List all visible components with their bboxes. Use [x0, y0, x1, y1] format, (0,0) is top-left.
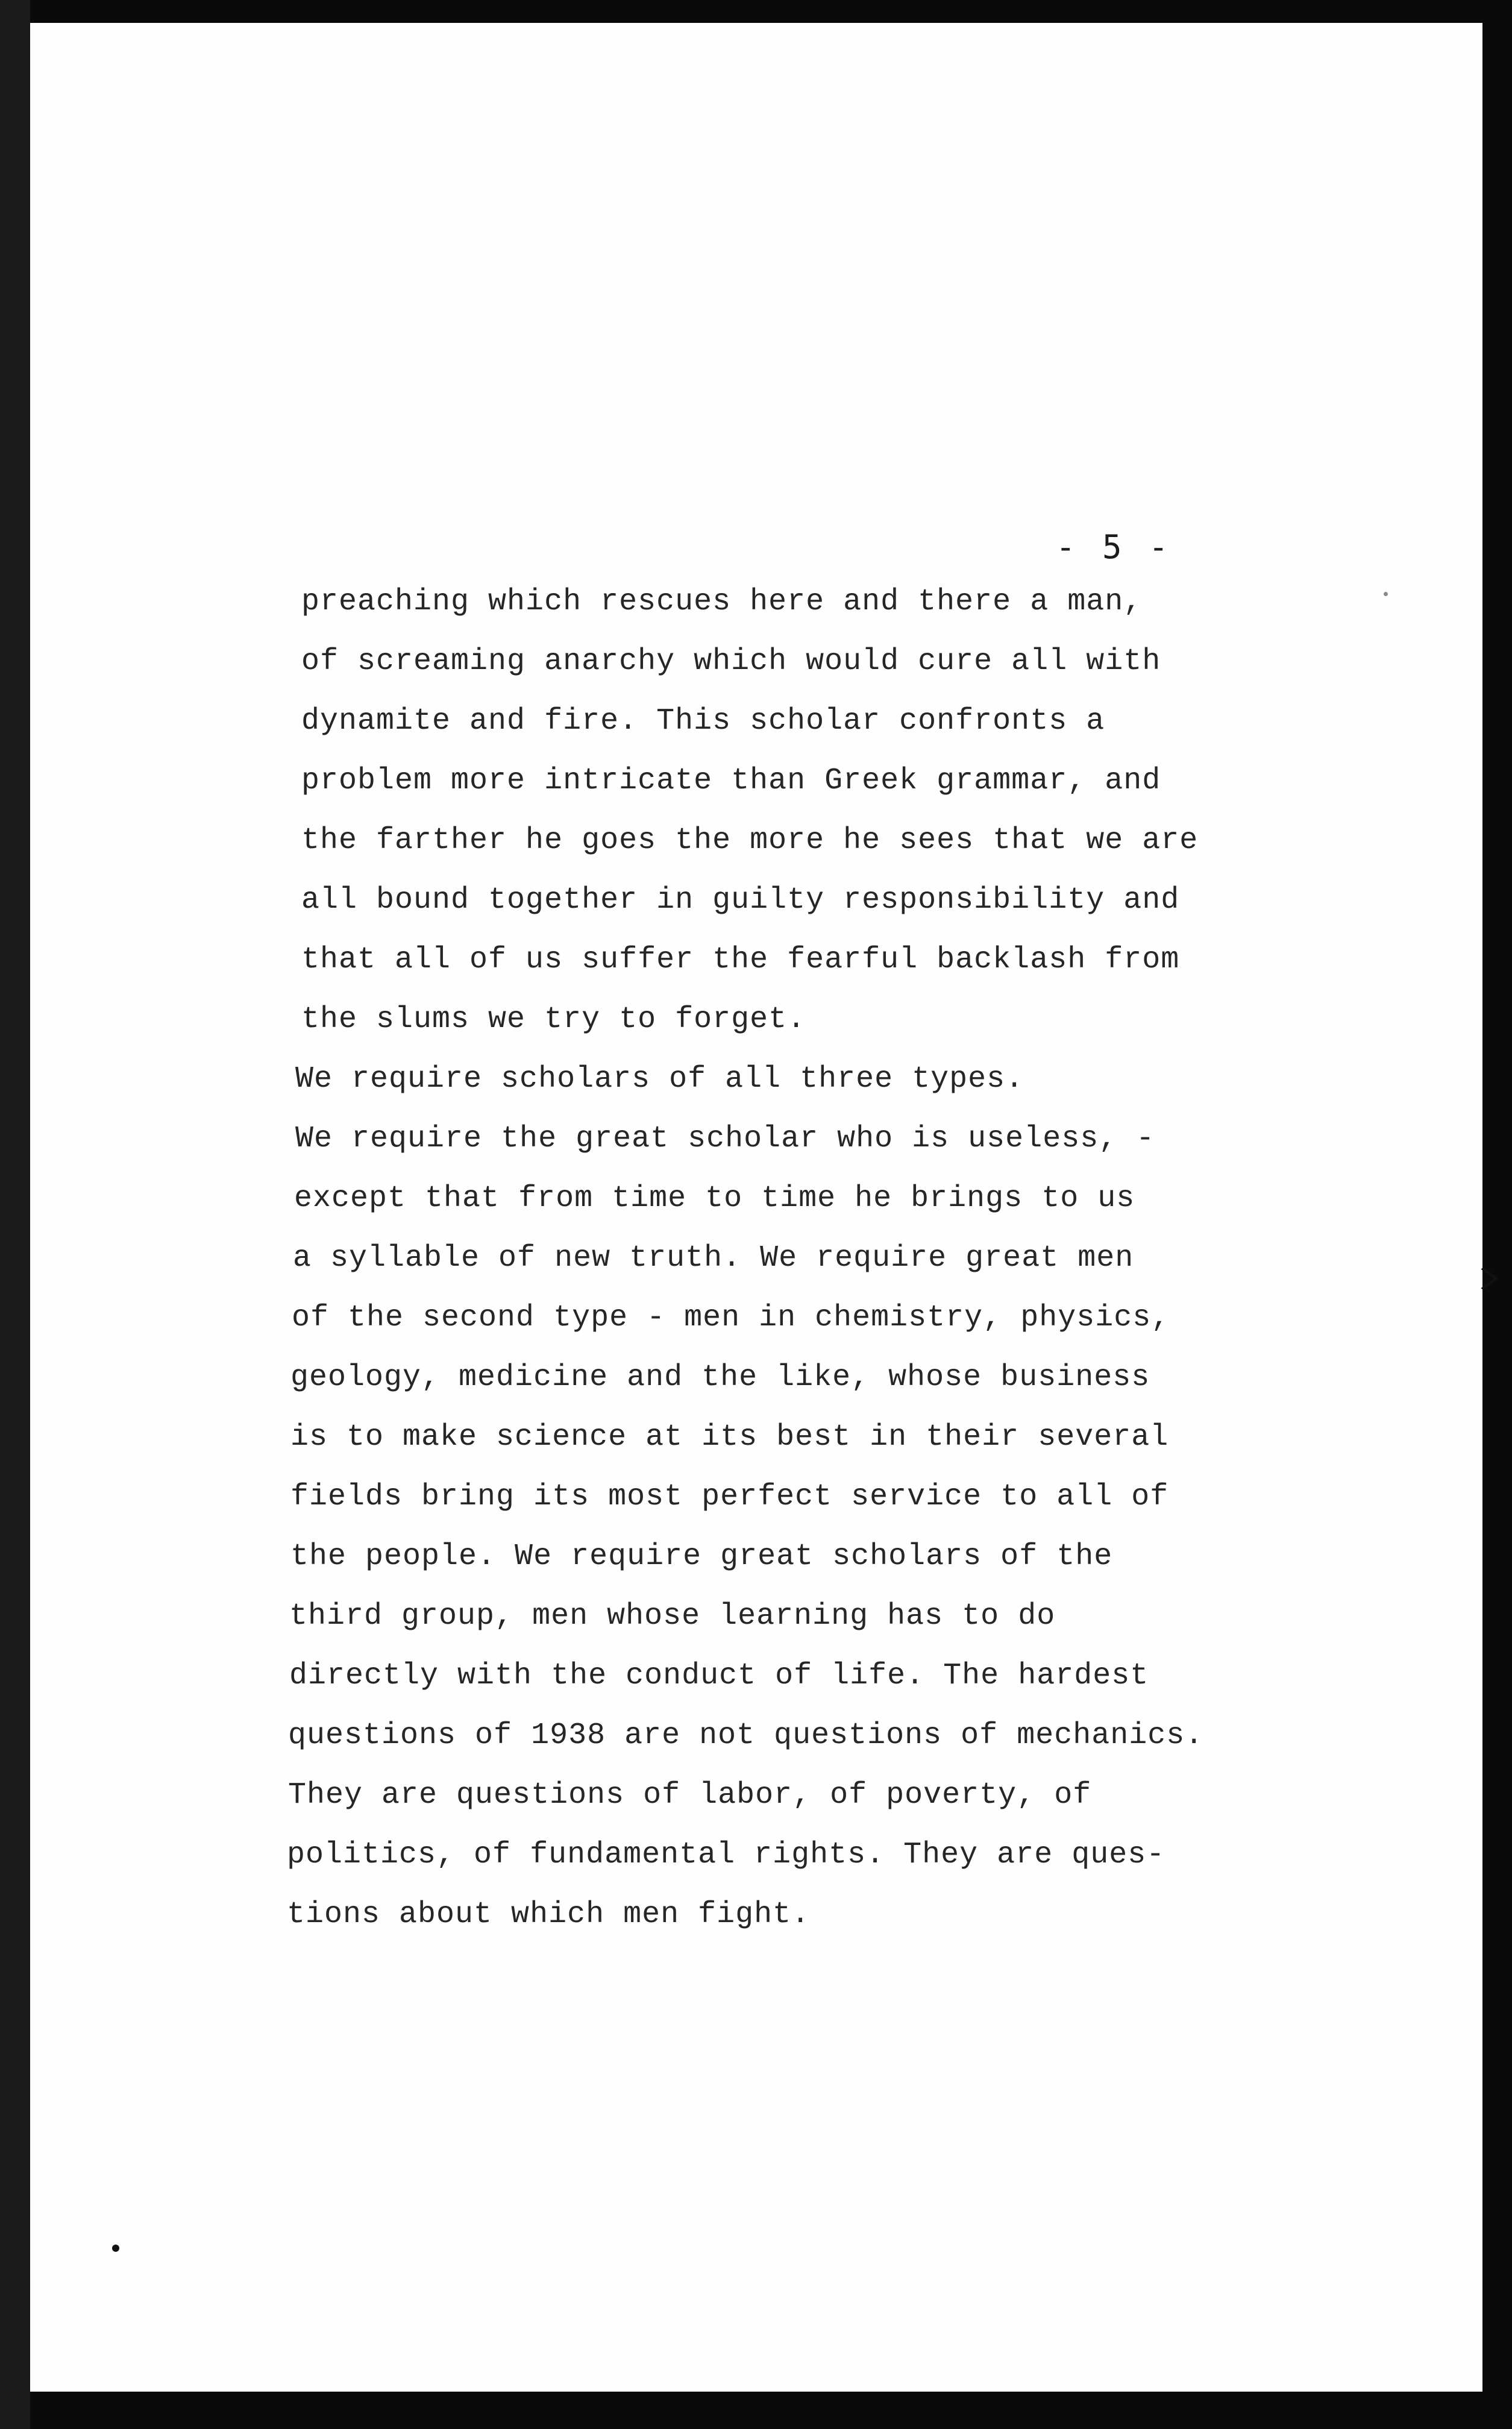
text-line: They are questions of labor, of poverty, of: [288, 1778, 1092, 1812]
text-line: politics, of fundamental rights. They are ques-: [287, 1838, 1165, 1872]
text-line: is to make science at its best in their several: [290, 1420, 1169, 1454]
text-line: tions about which men fight.: [287, 1897, 811, 1932]
text-line: third group, men whose learning has to do: [289, 1599, 1056, 1633]
text-line: We require the great scholar who is useless, -: [295, 1122, 1155, 1156]
scan-border: [0, 0, 30, 2429]
text-line: that all of us suffer the fearful backlash from: [301, 943, 1180, 977]
text-line: except that from time to time he brings to us: [294, 1181, 1135, 1216]
text-line: a syllable of new truth. We require great men: [293, 1241, 1134, 1275]
text-line: preaching which rescues here and there a man,: [301, 585, 1143, 619]
text-line: geology, medicine and the like, whose business: [290, 1360, 1150, 1395]
text-line: the people. We require great scholars of the: [290, 1539, 1113, 1574]
text-line: all bound together in guilty responsibility and: [301, 883, 1180, 917]
text-line: questions of 1938 are not questions of mechanics.: [288, 1718, 1204, 1753]
text-line: directly with the conduct of life. The hardest: [289, 1659, 1149, 1693]
text-line: the slums we try to forget.: [301, 1002, 806, 1037]
ink-dot: [112, 2245, 119, 2252]
text-line: dynamite and fire. This scholar confronts a: [301, 704, 1105, 738]
text-line: of screaming anarchy which would cure all with: [301, 644, 1161, 679]
ink-speck: [1384, 592, 1388, 596]
page-number: - 5 -: [1056, 528, 1172, 566]
text-line: the farther he goes the more he sees that we are: [301, 823, 1199, 858]
text-line: fields bring its most perfect service to all of: [290, 1480, 1169, 1514]
text-line: of the second type - men in chemistry, physics,: [292, 1301, 1170, 1335]
text-line: We require scholars of all three types.: [295, 1062, 1024, 1096]
text-line: problem more intricate than Greek grammar, and: [301, 764, 1161, 798]
